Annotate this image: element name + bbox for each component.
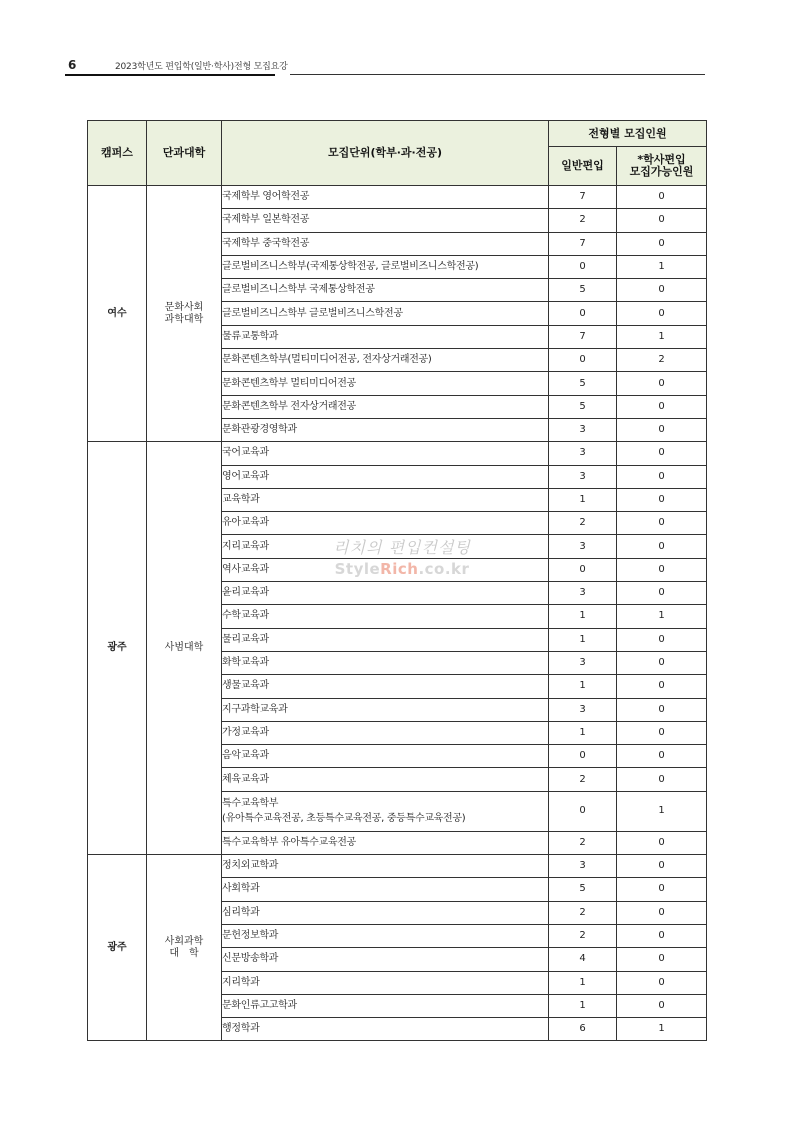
bachelor-transfer-count: 0	[617, 994, 707, 1017]
general-transfer-count: 3	[549, 651, 617, 674]
unit-cell	[222, 395, 549, 418]
bachelor-transfer-count: 0	[617, 745, 707, 768]
unit-cell	[222, 605, 549, 628]
general-transfer-count: 5	[549, 372, 617, 395]
general-transfer-count: 5	[549, 395, 617, 418]
unit-cell	[222, 948, 549, 971]
header-campus: 캠퍼스	[88, 121, 147, 186]
general-transfer-count: 3	[549, 582, 617, 605]
general-transfer-count: 3	[549, 535, 617, 558]
bachelor-transfer-count: 0	[617, 395, 707, 418]
unit-cell	[222, 582, 549, 605]
page-header	[65, 58, 705, 78]
general-transfer-count: 1	[549, 721, 617, 744]
unit-name: 신문방송학과	[222, 953, 279, 965]
unit-name: 문헌정보학과	[222, 930, 279, 942]
watermark-domain: .co.kr	[418, 560, 470, 578]
bachelor-transfer-count: 1	[617, 325, 707, 348]
unit-cell	[222, 831, 549, 854]
unit-name: 영어교육과	[222, 470, 269, 482]
unit-name: 가정교육과	[222, 726, 269, 738]
unit-name: 물리교육과	[222, 633, 269, 645]
unit-cell	[222, 855, 549, 878]
watermark-rich: Rich	[380, 560, 419, 578]
unit-name: 문화콘텐츠학부(멀티미디어전공, 전자상거래전공)	[222, 354, 432, 366]
unit-name: 글로벌비즈니스학부 글로벌비즈니스학전공	[222, 307, 403, 319]
general-transfer-count: 3	[549, 442, 617, 465]
unit-name-line2: (유아특수교육전공, 초등특수교육전공, 중등특수교육전공)	[222, 812, 466, 824]
bachelor-transfer-count: 1	[617, 1018, 707, 1041]
unit-name: 정치외교학과	[222, 860, 279, 872]
unit-cell	[222, 971, 549, 994]
bachelor-transfer-count: 2	[617, 349, 707, 372]
bachelor-transfer-count: 0	[617, 232, 707, 255]
unit-name: 지리교육과	[222, 540, 269, 552]
header-unit: 모집단위(학부·과·전공)	[222, 121, 549, 186]
college-line2: 과학대학	[164, 313, 204, 325]
general-transfer-count: 0	[549, 255, 617, 278]
bachelor-transfer-count: 0	[617, 628, 707, 651]
bachelor-transfer-count: 0	[617, 924, 707, 947]
watermark-style: Style	[334, 560, 381, 578]
general-transfer-count: 1	[549, 971, 617, 994]
general-transfer-count: 0	[549, 745, 617, 768]
bachelor-transfer-count: 1	[617, 791, 707, 831]
college-line2: 대 학	[169, 947, 199, 959]
unit-name: 수학교육과	[222, 610, 269, 622]
unit-name: 지구과학교육과	[222, 703, 288, 715]
bachelor-transfer-count: 0	[617, 302, 707, 325]
unit-cell	[222, 745, 549, 768]
college-line1: 사범대학	[164, 642, 204, 654]
general-transfer-count: 4	[549, 948, 617, 971]
college-cell	[147, 186, 222, 442]
general-transfer-count: 2	[549, 209, 617, 232]
unit-cell	[222, 302, 549, 325]
watermark-line1: 리치의 편입컨설팅	[333, 538, 471, 557]
unit-name: 지리학과	[222, 976, 260, 988]
general-transfer-count: 0	[549, 558, 617, 581]
bachelor-transfer-count: 0	[617, 768, 707, 791]
unit-name: 체육교육과	[222, 773, 269, 785]
unit-cell	[222, 418, 549, 441]
bachelor-transfer-count: 0	[617, 372, 707, 395]
unit-name: 국제학부 중국학전공	[222, 237, 310, 249]
unit-cell	[222, 372, 549, 395]
table-row	[88, 442, 707, 465]
unit-name: 특수교육학부 유아특수교육전공	[222, 836, 356, 848]
unit-name: 행정학과	[222, 1023, 260, 1035]
unit-cell	[222, 255, 549, 278]
unit-name: 특수교육학부	[222, 797, 279, 809]
general-transfer-count: 0	[549, 302, 617, 325]
unit-name: 사회학과	[222, 883, 260, 895]
header-quota-group: 전형별 모집인원	[549, 121, 707, 147]
unit-name: 역사교육과	[222, 563, 269, 575]
unit-cell	[222, 512, 549, 535]
unit-name: 윤리교육과	[222, 587, 269, 599]
bachelor-transfer-count: 0	[617, 698, 707, 721]
unit-cell	[222, 924, 549, 947]
bachelor-transfer-count: 0	[617, 831, 707, 854]
header-bachelor-line2: 모집가능인원	[629, 165, 694, 178]
unit-name: 물류교통학과	[222, 330, 279, 342]
bachelor-transfer-count: 0	[617, 971, 707, 994]
bachelor-transfer-count: 0	[617, 651, 707, 674]
bachelor-transfer-count: 0	[617, 512, 707, 535]
general-transfer-count: 3	[549, 465, 617, 488]
unit-cell	[222, 651, 549, 674]
bachelor-transfer-count: 0	[617, 558, 707, 581]
general-transfer-count: 2	[549, 768, 617, 791]
header-bachelor-line1: *학사편입	[637, 153, 686, 166]
general-transfer-count: 7	[549, 325, 617, 348]
unit-cell	[222, 442, 549, 465]
unit-cell	[222, 209, 549, 232]
general-transfer-count: 2	[549, 831, 617, 854]
unit-name: 유아교육과	[222, 517, 269, 529]
general-transfer-count: 0	[549, 349, 617, 372]
general-transfer-count: 1	[549, 488, 617, 511]
unit-cell	[222, 1018, 549, 1041]
general-transfer-count: 3	[549, 855, 617, 878]
bachelor-transfer-count: 0	[617, 209, 707, 232]
unit-name: 문화관광경영학과	[222, 424, 297, 436]
unit-cell	[222, 488, 549, 511]
unit-cell	[222, 232, 549, 255]
general-transfer-count: 7	[549, 186, 617, 209]
unit-cell	[222, 791, 549, 831]
campus-cell: 광주	[88, 855, 147, 1041]
general-transfer-count: 1	[549, 605, 617, 628]
unit-cell	[222, 994, 549, 1017]
bachelor-transfer-count: 0	[617, 488, 707, 511]
general-transfer-count: 2	[549, 512, 617, 535]
header-rule-bold	[65, 74, 275, 76]
table-body	[88, 186, 707, 1041]
unit-cell	[222, 698, 549, 721]
header-rule-thin	[290, 74, 705, 75]
unit-name: 음악교육과	[222, 750, 269, 762]
bachelor-transfer-count: 0	[617, 582, 707, 605]
bachelor-transfer-count: 0	[617, 186, 707, 209]
page-number: 6	[68, 58, 77, 72]
bachelor-transfer-count: 0	[617, 465, 707, 488]
general-transfer-count: 3	[549, 698, 617, 721]
bachelor-transfer-count: 1	[617, 605, 707, 628]
bachelor-transfer-count: 0	[617, 901, 707, 924]
unit-name: 국어교육과	[222, 447, 269, 459]
campus-cell: 광주	[88, 442, 147, 855]
unit-name: 문화인류고고학과	[222, 999, 297, 1011]
unit-cell	[222, 465, 549, 488]
general-transfer-count: 0	[549, 791, 617, 831]
campus-cell: 여수	[88, 186, 147, 442]
general-transfer-count: 6	[549, 1018, 617, 1041]
unit-cell	[222, 675, 549, 698]
unit-name: 화학교육과	[222, 657, 269, 669]
unit-cell	[222, 628, 549, 651]
unit-name: 문화콘텐츠학부 멀티미디어전공	[222, 377, 356, 389]
bachelor-transfer-count: 0	[617, 675, 707, 698]
unit-cell	[222, 558, 549, 581]
bachelor-transfer-count: 1	[617, 255, 707, 278]
unit-cell	[222, 535, 549, 558]
unit-cell	[222, 279, 549, 302]
college-line1: 문화사회	[164, 301, 204, 313]
unit-name: 글로벌비즈니스학부 국제통상학전공	[222, 284, 375, 296]
unit-cell	[222, 768, 549, 791]
bachelor-transfer-count: 0	[617, 535, 707, 558]
table-row	[88, 186, 707, 209]
general-transfer-count: 1	[549, 994, 617, 1017]
unit-name: 문화콘텐츠학부 전자상거래전공	[222, 400, 356, 412]
bachelor-transfer-count: 0	[617, 721, 707, 744]
unit-cell	[222, 186, 549, 209]
general-transfer-count: 3	[549, 418, 617, 441]
bachelor-transfer-count: 0	[617, 855, 707, 878]
unit-cell	[222, 325, 549, 348]
general-transfer-count: 7	[549, 232, 617, 255]
college-cell	[147, 442, 222, 855]
unit-name: 글로벌비즈니스학부(국제통상학전공, 글로벌비즈니스학전공)	[222, 261, 479, 273]
bachelor-transfer-count: 0	[617, 279, 707, 302]
header-bachelor-transfer	[617, 147, 707, 186]
unit-name: 심리학과	[222, 906, 260, 918]
bachelor-transfer-count: 0	[617, 878, 707, 901]
unit-name: 국제학부 영어학전공	[222, 191, 310, 203]
bachelor-transfer-count: 0	[617, 442, 707, 465]
header-general-transfer: 일반편입	[549, 147, 617, 186]
general-transfer-count: 1	[549, 628, 617, 651]
bachelor-transfer-count: 0	[617, 418, 707, 441]
table-row	[88, 855, 707, 878]
college-line1: 사회과학	[164, 935, 204, 947]
unit-name: 교육학과	[222, 494, 260, 505]
document-title: 2023학년도 편입학(일반·학사)전형 모집요강	[115, 62, 288, 72]
unit-cell	[222, 878, 549, 901]
general-transfer-count: 2	[549, 924, 617, 947]
admission-quota-table	[87, 120, 707, 1041]
bachelor-transfer-count: 0	[617, 948, 707, 971]
general-transfer-count: 2	[549, 901, 617, 924]
unit-name: 생물교육과	[222, 680, 269, 692]
unit-cell	[222, 901, 549, 924]
general-transfer-count: 1	[549, 675, 617, 698]
general-transfer-count: 5	[549, 279, 617, 302]
unit-cell	[222, 349, 549, 372]
unit-cell	[222, 721, 549, 744]
general-transfer-count: 5	[549, 878, 617, 901]
unit-name: 국제학부 일본학전공	[222, 214, 310, 226]
college-cell	[147, 855, 222, 1041]
header-college: 단과대학	[147, 121, 222, 186]
